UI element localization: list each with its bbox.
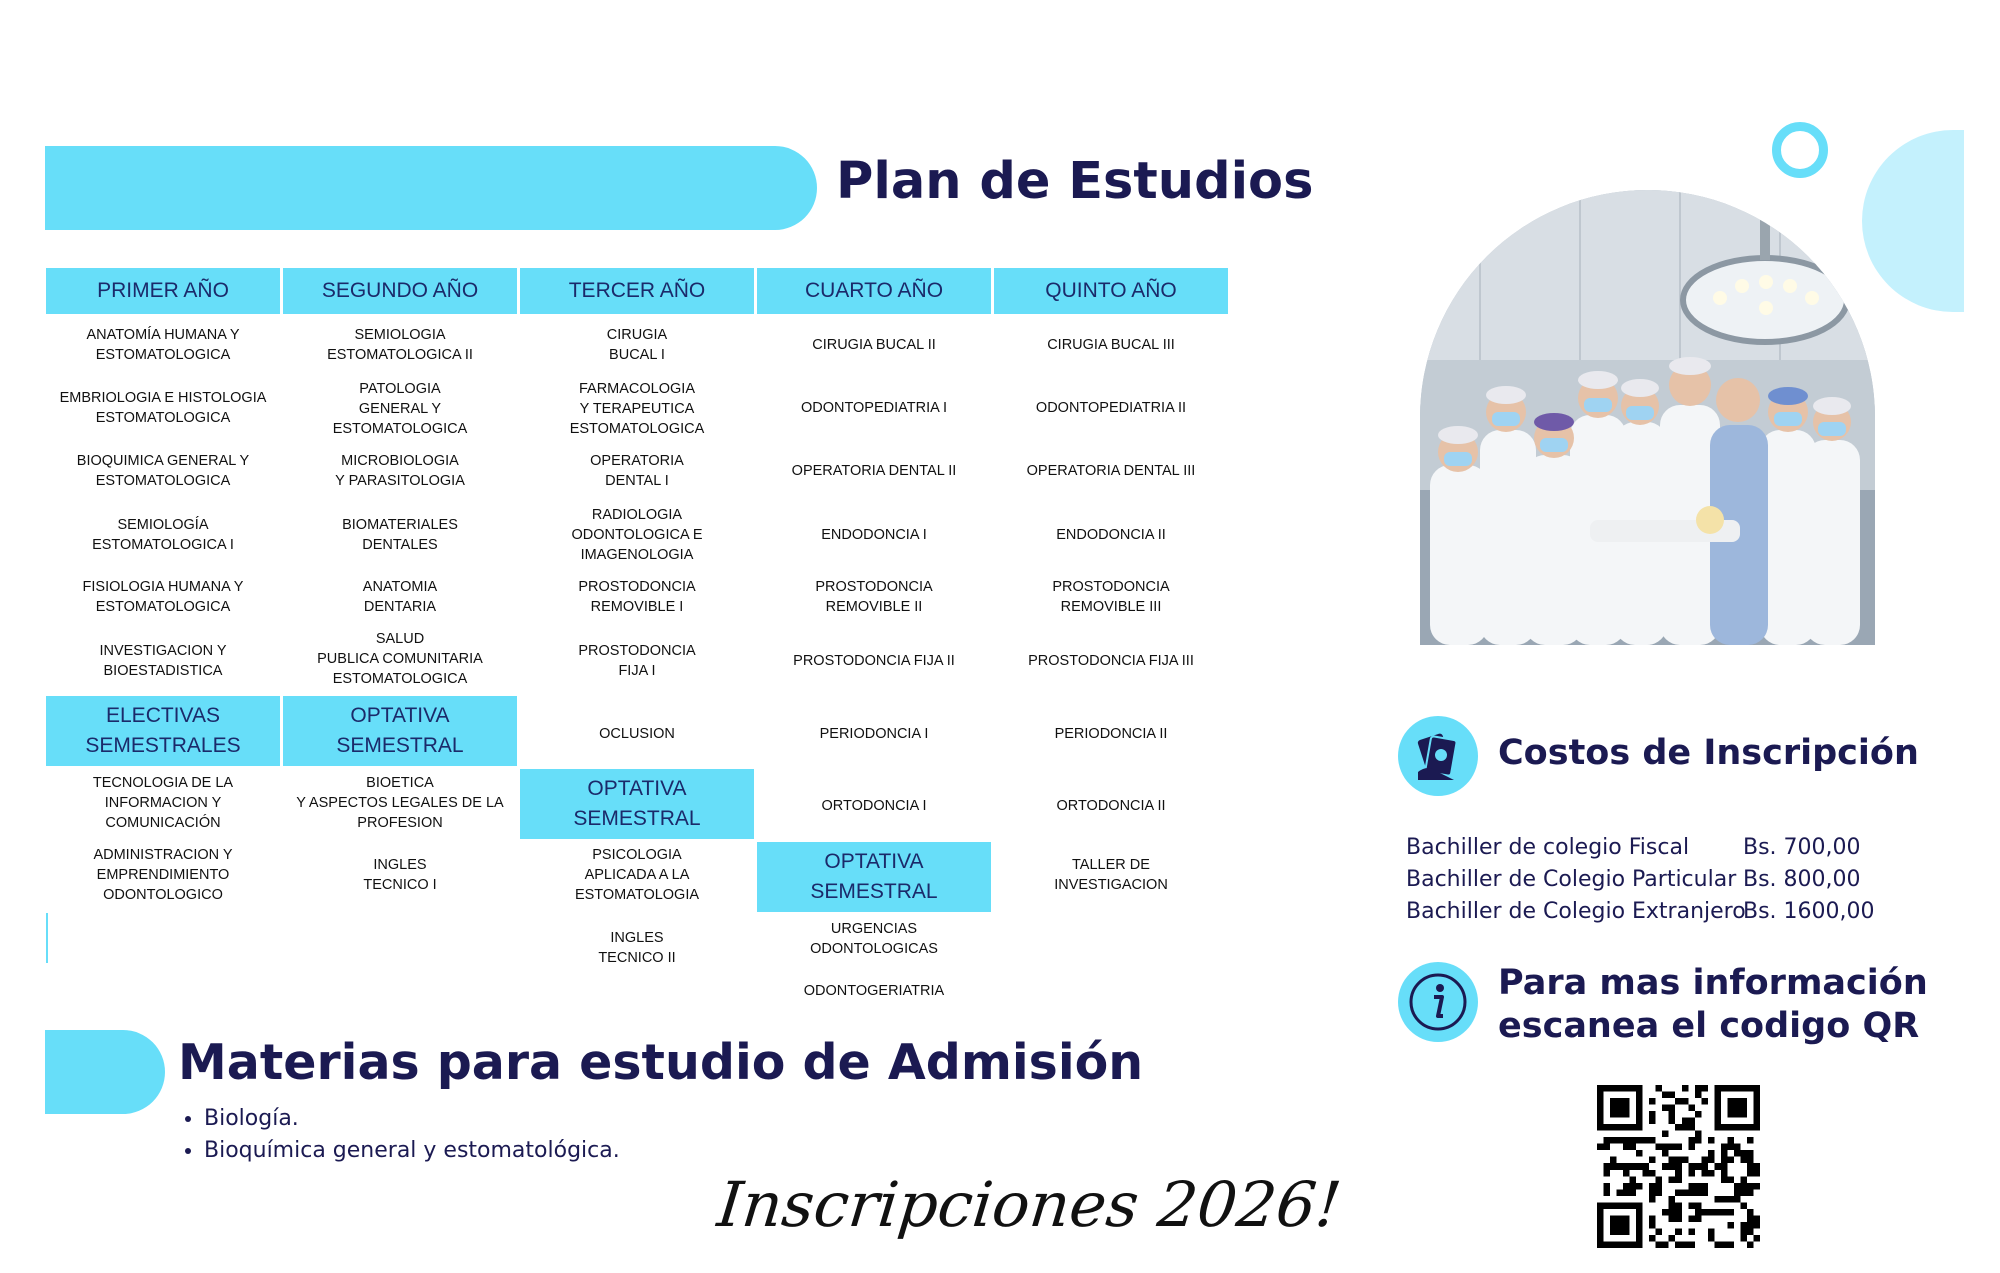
cost-label: Bachiller de colegio Fiscal <box>1406 835 1690 860</box>
year-header-4: CUARTO AÑO <box>757 268 991 314</box>
subject-cell: ORTODONCIA II <box>1056 797 1166 814</box>
info-icon <box>1398 962 1478 1042</box>
subject-cell: TALLER DE INVESTIGACION <box>1054 856 1168 893</box>
subject-cell: ORTODONCIA I <box>821 797 927 814</box>
subject-cell: ENDODONCIA I <box>821 526 927 543</box>
subject-cell: OPERATORIA DENTAL III <box>1026 462 1196 479</box>
subject-cell: PROSTODONCIA FIJA II <box>793 652 955 669</box>
decor-ring <box>1772 122 1828 178</box>
subject-cell: BIOQUIMICA GENERAL Y ESTOMATOLOGICA <box>76 452 250 489</box>
admision-title-pill <box>45 1030 165 1114</box>
team-photo <box>1420 190 1875 645</box>
optativa-header-3: OPTATIVA SEMESTRAL <box>520 769 754 839</box>
subject-cell: EMBRIOLOGIA E HISTOLOGIA ESTOMATOLOGICA <box>59 389 267 426</box>
subject-cell: FISIOLOGIA HUMANA Y ESTOMATOLOGICA <box>82 578 244 615</box>
subject-cell: URGENCIAS ODONTOLOGICAS <box>810 920 938 957</box>
decor-half-circle-edge <box>1962 130 1964 312</box>
info-title-line2: escanea el codigo QR <box>1498 1006 1920 1046</box>
subject-cell: FARMACOLOGIA Y TERAPEUTICA ESTOMATOLOGICA <box>569 380 705 438</box>
subject-cell: CIRUGIA BUCAL III <box>1047 336 1175 353</box>
subject-cell: PROSTODONCIA REMOVIBLE I <box>578 578 696 615</box>
subject-cell: PATOLOGIA GENERAL Y ESTOMATOLOGICA <box>332 380 468 438</box>
subject-cell: PROSTODONCIA FIJA I <box>578 642 696 679</box>
year-header-3: TERCER AÑO <box>520 268 754 314</box>
qr-code[interactable] <box>1597 1085 1760 1248</box>
subject-cell: CIRUGIA BUCAL II <box>812 336 936 353</box>
subject-cell: ADMINISTRACION Y EMPRENDIMIENTO ODONTOLOGICO <box>93 846 233 904</box>
subject-cell: PSICOLOGIA APLICADA A LA ESTOMATOLOGIA <box>574 846 700 904</box>
subject-cell: PROSTODONCIA REMOVIBLE II <box>815 578 933 615</box>
admision-list <box>178 1103 620 1167</box>
team-photo-illustration <box>1420 190 1875 645</box>
year-header-1: PRIMER AÑO <box>46 268 280 314</box>
cost-price: Bs. 1600,00 <box>1743 899 1875 924</box>
cost-price: Bs. 700,00 <box>1743 835 1861 860</box>
qr-code-graphic <box>1597 1085 1760 1248</box>
costos-title: Costos de Inscripción <box>1498 733 1919 773</box>
subject-cell: TECNOLOGIA DE LA INFORMACION Y COMUNICACIÓN <box>92 774 234 832</box>
subject-cell: RADIOLOGIA ODONTOLOGICA E IMAGENOLOGIA <box>571 506 703 564</box>
subject-cell: PERIODONCIA II <box>1054 725 1168 742</box>
subject-cell: SEMIOLOGÍA ESTOMATOLOGICA I <box>92 516 234 553</box>
inscripciones-banner: Inscripciones 2026! <box>714 1168 1345 1241</box>
optativa-header-4: OPTATIVA SEMESTRAL <box>757 842 991 912</box>
subject-cell: SALUD PUBLICA COMUNITARIA ESTOMATOLOGICA <box>317 630 483 688</box>
admision-title: Materias para estudio de Admisión <box>178 1034 1144 1091</box>
subject-cell: OPERATORIA DENTAL I <box>590 452 684 489</box>
plan-title-pill <box>45 146 817 230</box>
decor-half-circle <box>1862 130 1962 312</box>
subject-cell: ENDODONCIA II <box>1056 526 1166 543</box>
subject-cell: INVESTIGACION Y BIOESTADISTICA <box>99 642 227 679</box>
subject-cell: ODONTOPEDIATRIA I <box>800 399 948 416</box>
subject-cell: PERIODONCIA I <box>819 725 929 742</box>
subject-cell: ANATOMÍA HUMANA Y ESTOMATOLOGICA <box>86 326 240 363</box>
subject-cell: OPERATORIA DENTAL II <box>791 462 957 479</box>
study-plan-table <box>46 268 1230 1008</box>
plan-title: Plan de Estudios <box>836 152 1314 211</box>
subject-cell: BIOMATERIALES DENTALES <box>342 516 458 553</box>
money-icon <box>1398 716 1478 796</box>
subject-cell: SEMIOLOGIA ESTOMATOLOGICA II <box>327 326 473 363</box>
subject-cell: PROSTODONCIA FIJA III <box>1028 652 1194 669</box>
year-header-2: SEGUNDO AÑO <box>283 268 517 314</box>
subject-cell: PROSTODONCIA REMOVIBLE III <box>1052 578 1170 615</box>
electivas-header: ELECTIVAS SEMESTRALES <box>46 696 280 766</box>
info-title-line1: Para mas información <box>1498 963 1928 1003</box>
cost-label: Bachiller de Colegio Particular <box>1406 867 1737 892</box>
column-divider <box>46 913 48 963</box>
subject-cell: MICROBIOLOGIA Y PARASITOLOGIA <box>335 452 465 489</box>
subject-cell: ANATOMIA DENTARIA <box>362 578 438 615</box>
subject-cell: ODONTOPEDIATRIA II <box>1035 399 1187 416</box>
cost-price: Bs. 800,00 <box>1743 867 1861 892</box>
year-header-5: QUINTO AÑO <box>994 268 1228 314</box>
subject-cell: OCLUSION <box>599 725 675 742</box>
optativa-header-2: OPTATIVA SEMESTRAL <box>283 696 517 766</box>
subject-cell: CIRUGIA BUCAL I <box>606 326 668 363</box>
subject-cell: INGLES TECNICO I <box>363 856 437 893</box>
subject-cell: ODONTOGERIATRIA <box>803 982 945 999</box>
admision-item: • Biología. <box>204 1103 620 1135</box>
admision-item: • Bioquímica general y estomatológica. <box>204 1135 620 1167</box>
subject-cell: BIOETICA Y ASPECTOS LEGALES DE LA PROFESION <box>296 774 504 832</box>
subject-cell: INGLES TECNICO II <box>598 929 676 966</box>
cost-label: Bachiller de Colegio Extranjero <box>1406 899 1746 924</box>
